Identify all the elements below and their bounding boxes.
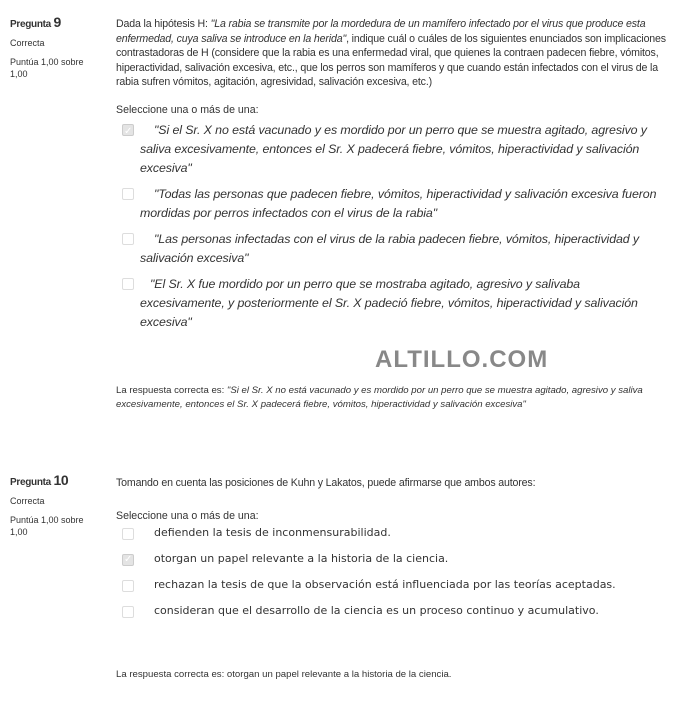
correct-answer: La respuesta correcta es: otorgan un papel relevante a la historia de la ciencia. — [116, 669, 452, 680]
question-score: Puntúa 1,00 sobre 1,00 — [10, 57, 84, 79]
option[interactable] — [116, 603, 666, 619]
option-text: consideran que el desarrollo de la ciencia es un proceso continuo y acumulativo. — [154, 603, 599, 617]
checkbox[interactable] — [122, 188, 134, 200]
option-text: "Si el Sr. X no está vacunado y es mordido por un perro que se muestra agitado, agresivo y saliva excesivamente, entonces el Sr. X padecerá fiebre, vómitos, hiperactividad y salivación excesiva" — [140, 122, 647, 175]
question-label: Pregunta — [10, 19, 51, 30]
question-text-suffix: , indique cuál o cuáles de los siguientes enunciados son implicaciones contrastadoras de H (considere que la rabia es una enfermedad viral, que quienes la contraen padecen fiebre, vómitos, hiperactividad, salivación excesiva, etc., que los perros son mamíferos y que cuando están infectados con el virus de la rabia sufren vómitos, agitación, agresividad, salivación excesiva, etc.) — [116, 32, 666, 89]
option-text: "El Sr. X fue mordido por un perro que se mostraba agitado, agresivo y salivaba excesivamente, y posteriormente el Sr. X padeció fiebre, vómitos, hiperactividad y salivación excesiva" — [140, 276, 638, 329]
answer-label: La respuesta correcta es: — [116, 385, 227, 396]
checkbox[interactable] — [122, 580, 134, 592]
question-9-content — [116, 17, 666, 339]
question-9-info — [10, 16, 100, 87]
checkbox[interactable] — [122, 233, 134, 245]
select-prompt: Seleccione una o más de una: — [116, 509, 259, 522]
option-text: "Todas las personas que padecen fiebre, vómitos, hiperactividad y salivación excesiva fueron mordidas por perros infectados con el virus de la rabia" — [140, 186, 657, 220]
question-number — [10, 16, 100, 31]
option[interactable] — [116, 525, 666, 541]
question-text — [116, 17, 666, 90]
question-score: Puntúa 1,00 sobre 1,00 — [10, 515, 84, 537]
option[interactable] — [116, 577, 666, 593]
correct-answer — [116, 384, 666, 411]
question-10-content — [116, 476, 666, 629]
watermark: ALTILLO.COM — [375, 346, 549, 373]
answer-text: "Si el Sr. X no está vacunado y es mordido por un perro que se muestra agitado, agresivo y saliva excesivamente, entonces el Sr. X padecerá fiebre, vómitos, hiperactividad y salivación excesiva" — [116, 385, 643, 410]
option-text: defienden la tesis de inconmensurabilidad. — [154, 525, 391, 539]
checkbox-checked[interactable] — [122, 554, 134, 566]
checkbox[interactable] — [122, 606, 134, 618]
option[interactable] — [116, 185, 666, 223]
hypothesis: "La rabia se transmite por la mordedura de un mamífero infectado por el virus que produce esta enfermedad, cuya saliva se introduce en la herida" — [116, 18, 646, 45]
option-text: otorgan un papel relevante a la historia de la ciencia. — [154, 551, 449, 565]
checkbox[interactable] — [122, 528, 134, 540]
option-text: rechazan la tesis de que la observación está influenciada por las teorías aceptadas. — [154, 577, 616, 591]
question-text: Tomando en cuenta las posiciones de Kuhn y Lakatos, puede afirmarse que ambos autores: — [116, 477, 536, 489]
option[interactable] — [116, 275, 666, 332]
question-10-info — [10, 474, 100, 545]
question-number-value: 9 — [53, 14, 61, 30]
option[interactable] — [116, 230, 666, 268]
question-number — [10, 474, 100, 489]
question-status: Correcta — [10, 496, 45, 506]
question-status: Correcta — [10, 38, 45, 48]
option[interactable] — [116, 121, 666, 178]
select-prompt: Seleccione una o más de una: — [116, 103, 259, 116]
checkbox[interactable] — [122, 278, 134, 290]
checkbox-checked[interactable] — [122, 124, 134, 136]
question-number-value: 10 — [53, 472, 69, 488]
question-text-prefix: Dada la hipótesis H: — [116, 18, 211, 30]
option-text: "Las personas infectadas con el virus de la rabia padecen fiebre, vómitos, hiperactividad y salivación excesiva" — [140, 231, 640, 265]
option[interactable] — [116, 551, 666, 567]
question-label: Pregunta — [10, 477, 51, 488]
